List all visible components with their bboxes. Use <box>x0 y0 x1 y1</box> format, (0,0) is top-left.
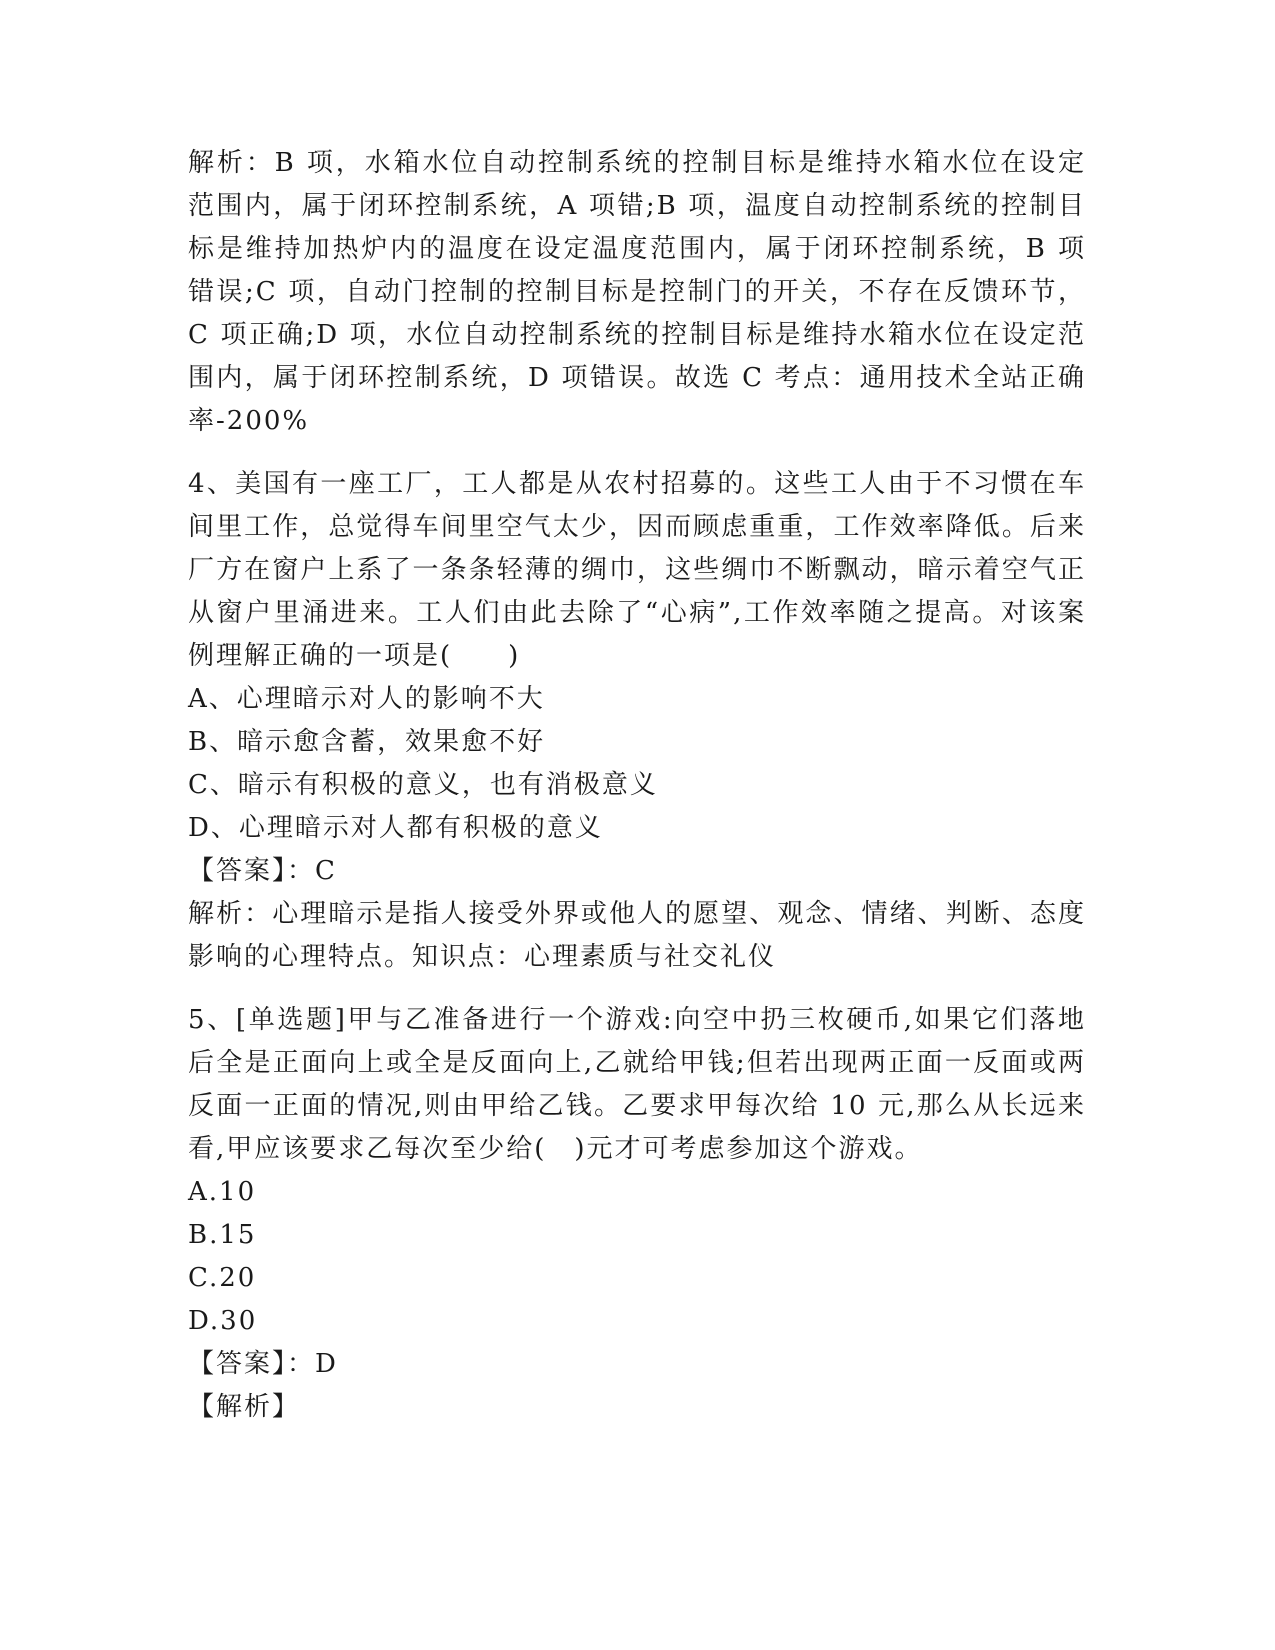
previous-explanation: 解析：B 项，水箱水位自动控制系统的控制目标是维持水箱水位在设定范围内，属于闭环控制系统，A 项错;B 项，温度自动控制系统的控制目标是维持加热炉内的温度在设定温度范围内，属于闭环控制系统，B 项错误;C 项，自动门控制的控制目标是控制门的开关，不存在反馈环节，C 项正确;D 项，水位自动控制系统的控制目标是维持水箱水位在设定范围内，属于闭环控制系统，D 项错误。故选 C 考点：通用技术全站正确率-200% <box>188 148 1086 436</box>
question-5-stem: 5、[单选题]甲与乙准备进行一个游戏:向空中扔三枚硬币,如果它们落地后全是正面向上或全是反面向上,乙就给甲钱;但若出现两正面一反面或两反面一正面的情况,则由甲给乙钱。乙要求甲每次给 10 元,那么从长远来看,甲应该要求乙每次至少给( )元才可考虑参加这个游戏。 <box>188 1005 1086 1164</box>
question-4-explanation: 解析：心理暗示是指人接受外界或他人的愿望、观念、情绪、判断、态度影响的心理特点。知识点：心理素质与社交礼仪 <box>188 899 1086 972</box>
question-4-option-b: B、暗示愈含蓄，效果愈不好 <box>188 727 546 757</box>
question-5-answer: 【答案】：D <box>188 1349 338 1379</box>
question-5-explanation-label: 【解析】 <box>188 1392 301 1422</box>
question-5-option-c: C.20 <box>188 1263 257 1293</box>
question-4-option-d: D、心理暗示对人都有积极的意义 <box>188 813 603 843</box>
question-5-option-a: A.10 <box>188 1177 257 1207</box>
question-5-option-d: D.30 <box>188 1306 258 1336</box>
question-4-option-c: C、暗示有积极的意义，也有消极意义 <box>188 770 658 800</box>
spacer <box>188 443 1086 463</box>
question-4-option-a: A、心理暗示对人的影响不大 <box>188 684 545 714</box>
question-4-answer: 【答案】：C <box>188 856 337 886</box>
question-5-option-b: B.15 <box>188 1220 257 1250</box>
spacer <box>188 979 1086 999</box>
question-4-stem: 4、美国有一座工厂，工人都是从农村招募的。这些工人由于不习惯在车间里工作，总觉得车间里空气太少，因而顾虑重重，工作效率降低。后来厂方在窗户上系了一条条轻薄的绸巾，这些绸巾不断飘动，暗示着空气正从窗户里涌进来。工人们由此去除了“心病”,工作效率随之提高。对该案例理解正确的一项是( ) <box>188 469 1086 671</box>
document-content <box>188 142 1086 1429</box>
